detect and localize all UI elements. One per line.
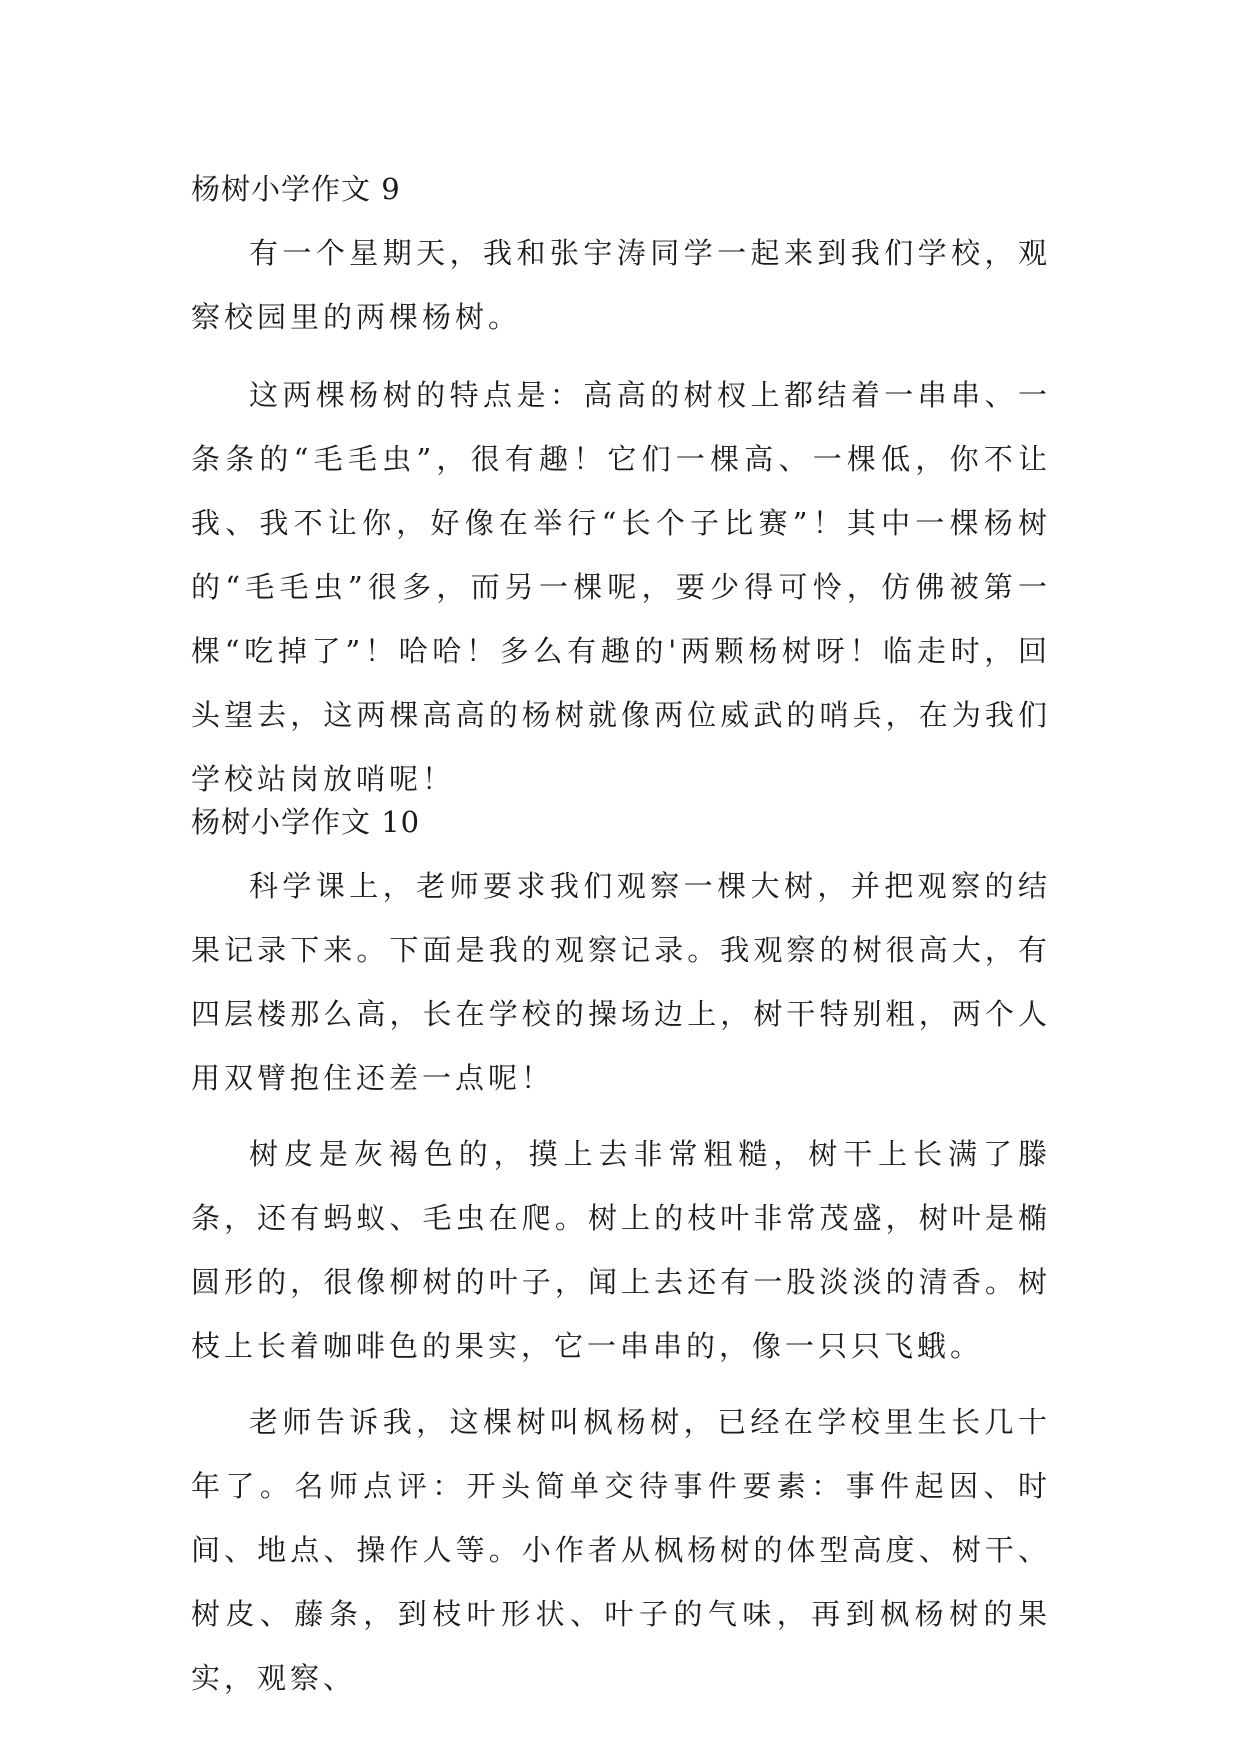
- essay-paragraph: 科学课上，老师要求我们观察一棵大树，并把观察的结果记录下来。下面是我的观察记录。我观察的树很高大，有四层楼那么高，长在学校的操场边上，树干特别粗，两个人用双臂抱住还差一点呢！: [191, 869, 1051, 1095]
- essay-title: 杨树小学作文 9: [191, 172, 401, 206]
- essay-paragraph: 有一个星期天，我和张宇涛同学一起来到我们学校，观察校园里的两棵杨树。: [191, 236, 1051, 334]
- essay-section: [191, 790, 1051, 1722]
- essay-paragraph: 这两棵杨树的特点是：高高的树杈上都结着一串串、一条条的“毛毛虫”，很有趣！它们一棵高、一棵低，你不让我、我不让你，好像在举行“长个子比赛”！其中一棵杨树的“毛毛虫”很多，而另一棵呢，要少得可怜，仿佛被第一棵“吃掉了”！哈哈！多么有趣的'两颗杨树呀！临走时，回头望去，这两棵高高的杨树就像两位威武的哨兵，在为我们学校站岗放哨呢！: [191, 378, 1051, 796]
- essay-paragraph: 树皮是灰褐色的，摸上去非常粗糙，树干上长满了滕条，还有蚂蚁、毛虫在爬。树上的枝叶非常茂盛，树叶是椭圆形的，很像柳树的叶子，闻上去还有一股淡淡的清香。树枝上长着咖啡色的果实，它一串串的，像一只只飞蛾。: [191, 1137, 1051, 1363]
- essay-section: [191, 157, 1051, 825]
- essay-paragraph: 老师告诉我，这棵树叫枫杨树，已经在学校里生长几十年了。名师点评：开头简单交待事件要素：事件起因、时间、地点、操作人等。小作者从枫杨树的体型高度、树干、树皮、藤条，到枝叶形状、叶子的气味，再到枫杨树的果实，观察、: [191, 1405, 1051, 1695]
- essay-title: 杨树小学作文 10: [191, 805, 421, 839]
